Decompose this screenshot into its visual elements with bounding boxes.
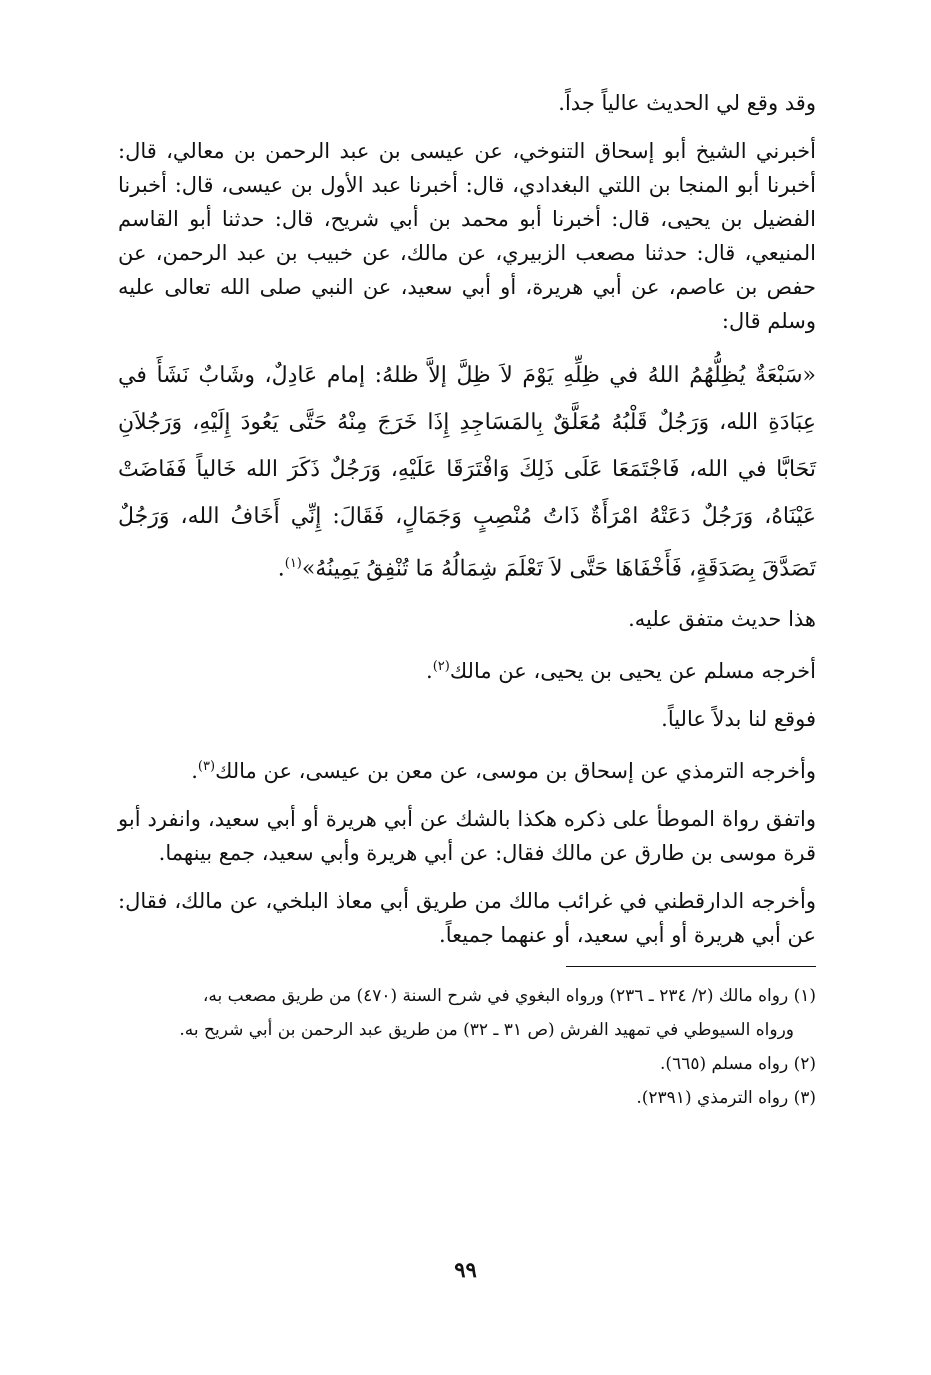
isnad-paragraph: أخبرني الشيخ أبو إسحاق التنوخي، عن عيسى بن عبد الرحمن بن معالي، قال: أخبرنا أبو المنجا بن اللتي البغدادي، قال: أخبرنا عبد الأول بن عيسى، قال: أخبرنا الفضيل بن يحيى، قال: أخبرنا أبو محمد بن أبي شريح، قال: حدثنا أبو القاسم المنيعي، قال: حدثنا مصعب الزبيري، عن مالك، عن خبيب بن عبد الرحمن، عن حفص بن عاصم، عن أبي هريرة، أو أبي سعيد، عن النبي صلى الله تعالى عليه وسلم قال:: [118, 139, 816, 333]
tirmidhi-footnote-ref: (٣): [197, 759, 216, 775]
footnotes: [118, 979, 816, 1115]
narrators-paragraph: واتفق رواة الموطأ على ذكره هكذا بالشك عن أبي هريرة أو أبي سعيد، وانفرد أبو قرة موسى بن طارق عن مالك فقال: عن أبي هريرة وأبي سعيد، جمع بينهما.: [118, 807, 816, 866]
muslim-text: أخرجه مسلم عن يحيى بن يحيى، عن مالك: [449, 659, 816, 684]
daraqutni-paragraph: وأخرجه الدارقطني في غرائب مالك من طريق أبي معاذ البلخي، عن مالك، فقال: عن أبي هريرة أو أبي سعيد، أو عنهما جميعاً.: [118, 889, 816, 948]
muslim-line: [118, 650, 816, 688]
hadith-end-dot: .: [277, 556, 285, 582]
tirmidhi-text: وأخرجه الترمذي عن إسحاق بن موسى، عن معن بن عيسى، عن مالك: [215, 759, 816, 784]
tirmidhi-line: [118, 750, 816, 788]
footnote-3: (٣) رواه الترمذي (٢٣٩١).: [636, 1088, 816, 1109]
footnote-1-continuation: ورواه السيوطي في تمهيد الفرش (ص ٣١ ـ ٣٢) من طريق عبد الرحمن بن أبي شريح به.: [179, 1020, 794, 1041]
hadith-footnote-ref: (١): [284, 556, 302, 571]
agreed-line: هذا حديث متفق عليه.: [628, 607, 816, 632]
intro-line: وقد وقع لي الحديث عالياً جداً.: [558, 91, 816, 115]
muslim-footnote-ref: (٢): [432, 659, 450, 675]
tirmidhi-end-dot: .: [191, 759, 198, 784]
badal-line: فوقع لنا بدلاً عالياً.: [661, 707, 816, 732]
page-number: ٩٩: [454, 1257, 477, 1282]
footnote-1: (١) رواه مالك (٢/ ٢٣٤ ـ ٢٣٦) ورواه البغوي في شرح السنة (٤٧٠) من طريق مصعب به،: [202, 986, 816, 1007]
footnote-2: (٢) رواه مسلم (٦٦٥).: [660, 1054, 816, 1075]
footnote-separator: [566, 966, 816, 967]
muslim-end-dot: .: [426, 659, 433, 684]
hadith-body: «سَبْعَةٌ يُظِلُّهُمُ اللهُ في ظِلِّهِ يَوْمَ لاَ ظِلَّ إلاَّ ظلهُ: إمام عَادِلٌ، وشَابٌ نَشَأَ في عِبَادَةِ الله، وَرَجُلٌ قَلْبُهُ مُعَلَّقٌ بِالمَسَاجِدِ إِذَا خَرَجَ مِنْهُ حَتَّى يَعُودَ إِلَيْهِ، وَرَجُلاَنِ تَحَابَّا في الله، فَاجْتَمَعَا عَلَى ذَلِكَ وَافْتَرَقَا عَلَيْهِ، وَرَجُلٌ ذَكَرَ الله خَالياً فَفَاضَتْ عَيْنَاهُ، وَرَجُلٌ دَعَتْهُ امْرَأَةٌ ذَاتُ مُنْصِبٍ وَجَمَالٍ، فَقَالَ: إِنِّي أَخَافُ الله، وَرَجُلٌ تَصَدَّقَ بِصَدَقَةٍ، فَأَخْفَاهَا حَتَّى لاَ تَعْلَمَ شِمَالُهُ مَا تُنْفِقُ يَمِينُهُ»: [118, 363, 816, 582]
hadith-text: [118, 352, 816, 592]
